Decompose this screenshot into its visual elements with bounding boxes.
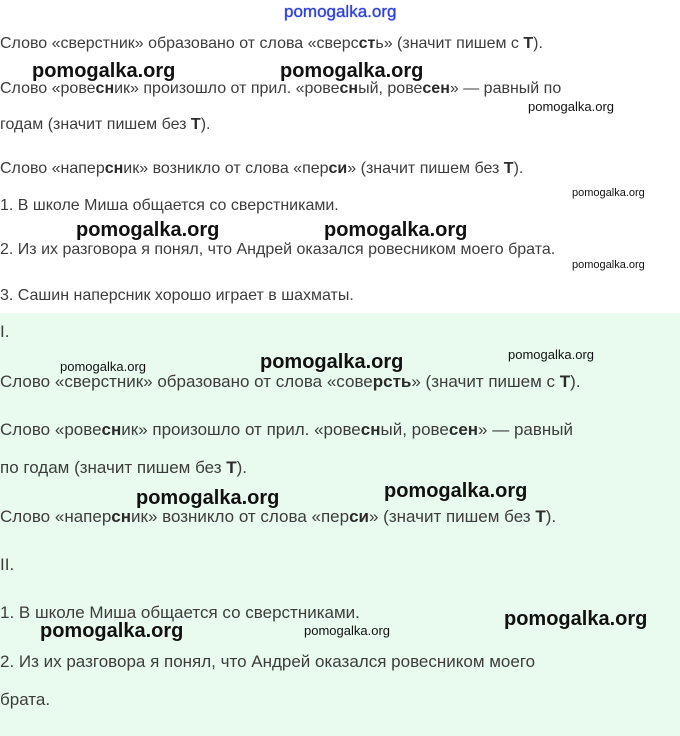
- top-paragraph-napersnik: Слово «наперсник» возникло от слова «перси» (значит пишем без Т).: [0, 160, 524, 177]
- watermark: pomogalka.org: [504, 608, 648, 630]
- watermark: pomogalka.org: [32, 60, 176, 82]
- green-sentence-2-line2: брата.: [0, 690, 51, 709]
- watermark: pomogalka.org: [60, 359, 146, 374]
- green-paragraph-rovesnik-line2: по годам (значит пишем без Т).: [0, 458, 247, 477]
- green-paragraph-napersnik: Слово «наперсник» возникло от слова «перси» (значит пишем без Т).: [0, 507, 557, 526]
- top-sentence-2: 2. Из их разговора я понял, что Андрей оказался ровесником моего брата.: [0, 241, 556, 258]
- green-sentence-1: 1. В школе Миша общается со сверстниками.: [0, 603, 360, 622]
- watermark-logo: pomogalka.org: [284, 2, 397, 21]
- top-paragraph-rovesnik-line1: Слово «ровесник» произошло от прил. «ровесный, ровесен» — равный по: [0, 80, 562, 97]
- watermark: pomogalka.org: [572, 187, 645, 199]
- green-sentence-2-line1: 2. Из их разговора я понял, что Андрей оказался ровесником моего: [0, 652, 536, 671]
- watermark: pomogalka.org: [76, 219, 220, 241]
- watermark: pomogalka.org: [304, 623, 390, 638]
- green-paragraph-rovesnik-line1: Слово «ровесник» произошло от прил. «ровесный, ровесен» — равный: [0, 420, 573, 439]
- watermark: pomogalka.org: [528, 99, 614, 114]
- watermark: pomogalka.org: [384, 480, 528, 502]
- watermark: pomogalka.org: [136, 487, 280, 509]
- watermark: pomogalka.org: [280, 60, 424, 82]
- section-heading-2: II.: [0, 555, 15, 574]
- top-sentence-3: 3. Сашин наперсник хорошо играет в шахматы.: [0, 287, 354, 304]
- watermark: pomogalka.org: [40, 620, 184, 642]
- watermark: pomogalka.org: [260, 351, 404, 373]
- top-paragraph-sverstnik: Слово «сверстник» образовано от слова «сверссть» (значит пишем с Т).: [0, 35, 543, 52]
- watermark: pomogalka.org: [508, 347, 594, 362]
- section-heading-1: I.: [0, 322, 10, 341]
- green-paragraph-sverstnik: Слово «сверстник» образовано от слова «соверсть» (значит пишем с Т).: [0, 372, 581, 391]
- watermark: pomogalka.org: [572, 259, 645, 271]
- top-paragraph-rovesnik-line2: годам (значит пишем без Т).: [0, 116, 211, 133]
- watermark: pomogalka.org: [324, 219, 468, 241]
- top-sentence-1: 1. В школе Миша общается со сверстниками.: [0, 197, 339, 214]
